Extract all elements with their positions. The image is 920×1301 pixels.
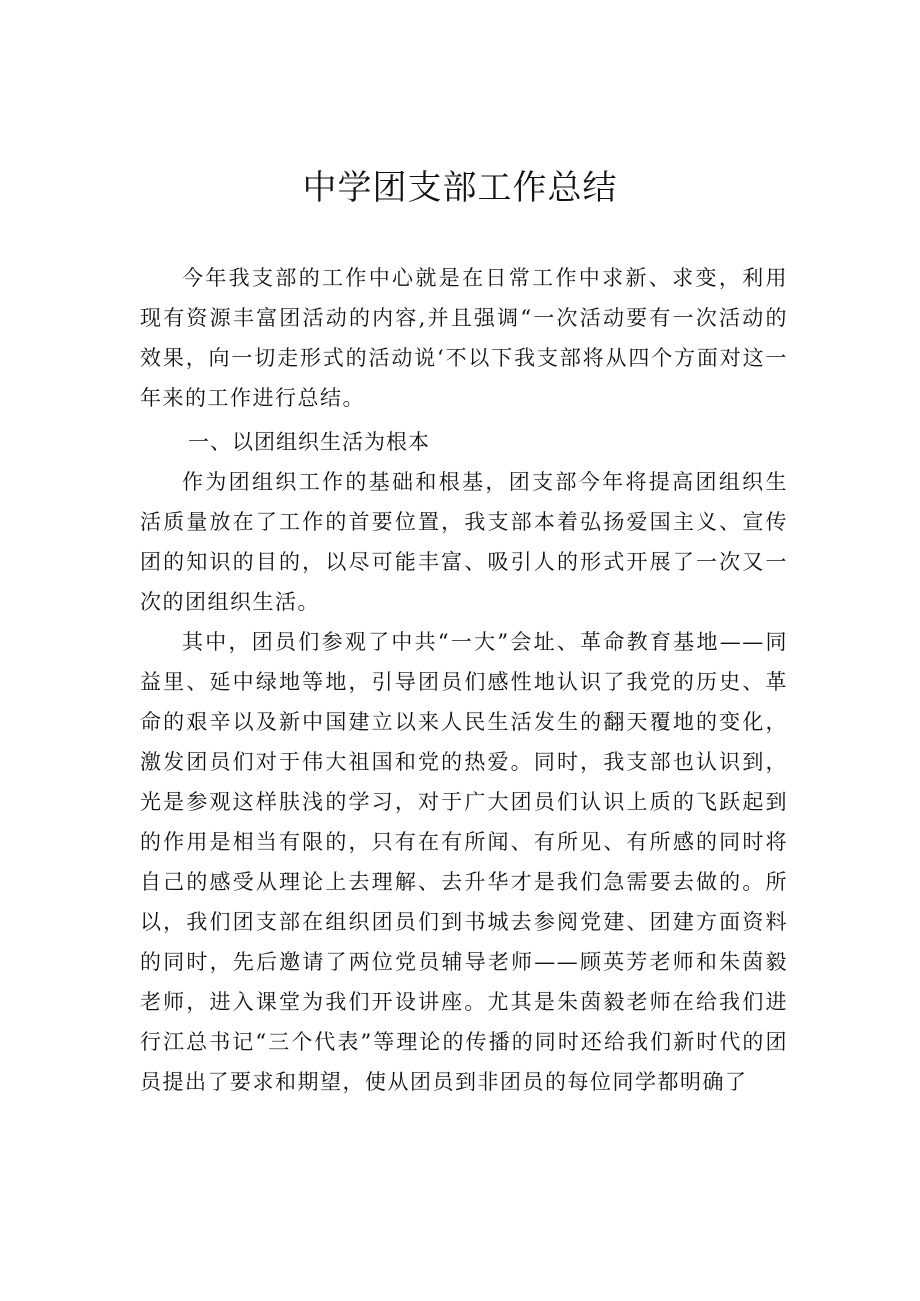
section-heading-1: 一、以团组织生活为根本 [188,430,430,454]
paragraph-intro: 今年我支部的工作中心就是在日常工作中求新、求变，利用现有资源丰富团活动的内容,并且强调“一次活动要有一次活动的效果，向一切走形式的活动说‘不以下我支部将从四个方面对这一年来的工作进行总结。 [140,266,788,410]
paragraph-section1-foundation: 作为团组织工作的基础和根基，团支部今年将提高团组织生活质量放在了工作的首要位置，我支部本着弘扬爱国主义、宣传团的知识的目的，以尽可能丰富、吸引人的形式开展了一次又一次的团组织生活。 [140,470,788,614]
paragraph-section1-activities: 其中，团员们参观了中共“一大”会址、革命教育基地——同益里、延中绿地等地，引导团员们感性地认识了我党的历史、革命的艰辛以及新中国建立以来人民生活发生的翻天覆地的变化，激发团员们对于伟大祖国和党的热爱。同时，我支部也认识到，光是参观这样肤浅的学习，对于广大团员们认识上质的飞跃起到的作用是相当有限的，只有在有所闻、有所见、有所感的同时将自己的感受从理论上去理解、去升华才是我们急需要去做的。所以，我们团支部在组织团员们到书城去参阅党建、团建方面资料的同时，先后邀请了两位党员辅导老师——顾英芳老师和朱茵毅老师，进入课堂为我们开设讲座。尤其是朱茵毅老师在给我们进行江总书记“三个代表”等理论的传播的同时还给我们新时代的团员提出了要求和期望，使从团员到非团员的每位同学都明确了 [140,630,788,1094]
document-body [140,258,788,1102]
document-title: 中学团支部工作总结 [302,168,618,208]
